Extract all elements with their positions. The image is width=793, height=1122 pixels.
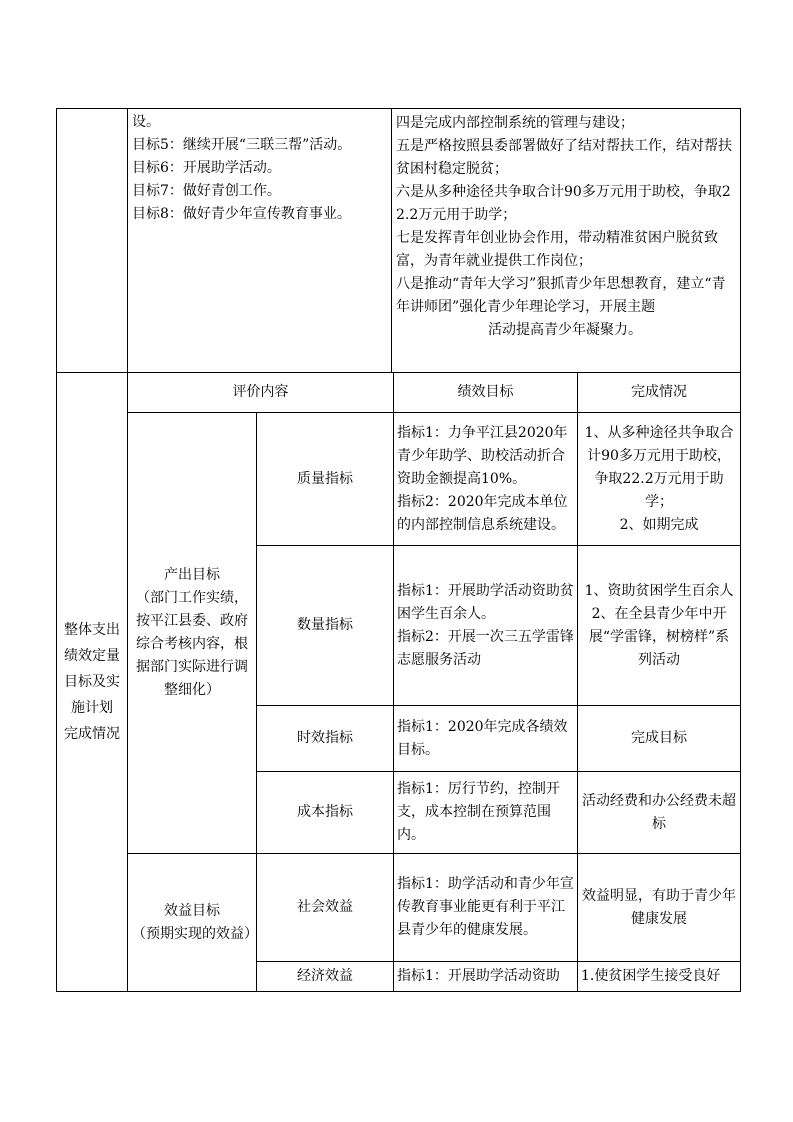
side-label-cell (57, 373, 128, 992)
quality-target (394, 413, 578, 546)
social-target (394, 854, 578, 962)
economic-name: 经济效益 (257, 962, 394, 992)
side-label-line: 整体支出 (64, 622, 120, 638)
timeliness-name: 时效指标 (257, 706, 394, 772)
status-line: 效益明显，有助于青少年健康发展 (582, 887, 737, 927)
cost-status (578, 772, 741, 854)
status-line: 1.使贫困学生接受良好 (581, 968, 721, 984)
timeliness-target (394, 706, 578, 772)
side-label-line: 绩效定量 (64, 648, 120, 664)
target-line: 指标1：开展助学活动资助 (397, 968, 560, 984)
quantity-target (394, 546, 578, 706)
goal-line: 设。 (132, 114, 160, 130)
output-goal-cell (128, 413, 257, 854)
target-line: 指标1：力争平江县2020年青少年助学、助校活动折合资助金额提高10%。 (397, 424, 568, 487)
goal-line: 目标5：继续开展“三联三帮”活动。 (132, 137, 352, 153)
benefit-goal-note: （预期实现的效益） (132, 925, 258, 942)
cost-target (394, 772, 578, 854)
side-label-line: 目标及实 (64, 674, 120, 690)
quality-name: 质量指标 (257, 413, 394, 546)
timeliness-status (578, 706, 741, 772)
side-label-line: 施计划 (71, 700, 113, 716)
target-line: 指标1：2020年完成各绩效目标。 (397, 718, 568, 758)
status-line: 活动经费和办公经费未超标 (582, 792, 737, 832)
goal-line: 目标7：做好青创工作。 (132, 183, 281, 199)
status-line: 2、在全县青少年中开展“学雷锋，树榜样”系列活动 (588, 605, 730, 668)
benefit-goal-title: 效益目标 (164, 902, 220, 919)
quantity-status (578, 546, 741, 706)
header-target: 绩效目标 (394, 373, 578, 413)
side-blank-cell (57, 109, 128, 373)
social-name: 社会效益 (257, 854, 394, 962)
target-line: 指标1：开展助学活动资助贫困学生百余人。 (397, 582, 574, 622)
header-status: 完成情况 (578, 373, 741, 413)
target-line: 指标1：助学活动和青少年宣传教育事业能更有利于平江县青少年的健康发展。 (397, 876, 574, 938)
output-goal-note: （部门工作实绩，按平江县委、政府综合考核内容，根据部门实际进行调整细化） (136, 590, 248, 698)
cost-name: 成本指标 (257, 772, 394, 854)
completion-last-line: 活动提高青少年凝聚力。 (488, 322, 642, 338)
goal-line: 目标6：开展助学活动。 (132, 160, 281, 176)
benefit-goal-cell (128, 854, 257, 992)
status-line: 1、从多种途径共争取合计90多万元用于助校，争取22.2万元用于助学； (584, 424, 734, 510)
status-line: 1、资助贫困学生百余人 (584, 582, 734, 599)
completion-block (392, 110, 738, 344)
top-divider (391, 108, 392, 373)
economic-target (394, 962, 578, 992)
completion-line: 七是发挥青年创业协会作用，带动精准贫困户脱贫致富，为青年就业提供工作岗位； (396, 230, 718, 269)
completion-line: 四是完成内部控制系统的管理与建设； (396, 115, 634, 131)
status-line: 2、如期完成 (619, 516, 699, 533)
social-row (57, 854, 741, 962)
completion-line: 五是严格按照县委部署做好了结对帮扶工作，结对帮扶贫困村稳定脱贫； (396, 138, 732, 177)
target-line: 指标2：开展一次三五学雷锋志愿服务活动 (397, 628, 574, 668)
completion-line: 六是从多种途径共争取合计90多万元用于助校，争取22.2万元用于助学； (396, 184, 731, 223)
completion-line: 八是推动“青年大学习”狠抓青少年思想教育，建立“青年讲师团”强化青少年理论学习，开展主题 (396, 276, 726, 315)
economic-status (578, 962, 741, 992)
target-line: 指标1：厉行节约，控制开支，成本控制在预算范围内。 (397, 781, 560, 843)
output-goal-title: 产出目标 (164, 567, 220, 583)
status-line: 完成目标 (631, 730, 688, 746)
target-line: 指标2：2020年完成本单位的内部控制信息系统建设。 (397, 493, 568, 533)
header-row (57, 373, 741, 413)
quantity-name: 数量指标 (257, 546, 394, 706)
side-label-line: 完成情况 (64, 726, 120, 742)
header-content: 评价内容 (128, 373, 394, 413)
social-status (578, 854, 741, 962)
quality-row (57, 413, 741, 546)
quality-status (578, 413, 741, 546)
goal-line: 目标8：做好青少年宣传教育事业。 (132, 206, 351, 222)
